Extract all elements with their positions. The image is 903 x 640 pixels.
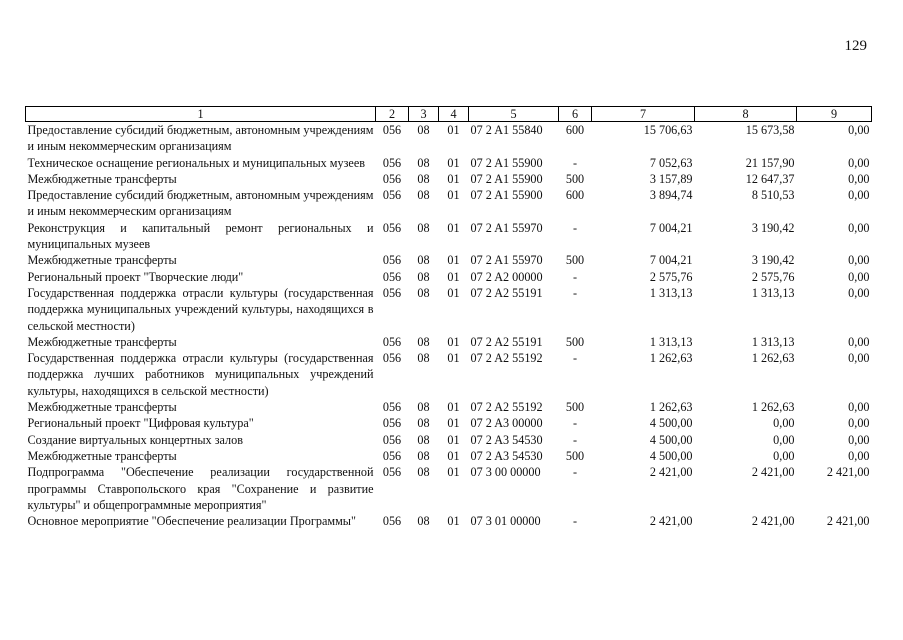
table-row xyxy=(26,252,872,268)
row-grbs: 056 xyxy=(382,514,402,529)
row-grbs: 056 xyxy=(382,334,402,349)
row-amount-1: 15 706,63 xyxy=(643,123,693,137)
row-section: 08 xyxy=(417,269,430,284)
row-subsection: 01 xyxy=(447,465,460,480)
row-amount-1: 4 500,00 xyxy=(649,448,693,463)
row-target-article: 07 2 A2 00000 xyxy=(470,269,543,284)
row-target-article: 07 2 A1 55970 xyxy=(470,220,543,235)
table-row xyxy=(26,334,872,350)
row-grbs: 056 xyxy=(382,123,402,137)
row-name: Государственная поддержка отрасли культуры (государственная поддержка муниципальных учреждений культуры, находящихся в сельской местности) xyxy=(27,285,374,333)
row-amount-1: 7 004,21 xyxy=(649,253,693,268)
row-amount-1: 7 004,21 xyxy=(649,220,693,235)
table-row xyxy=(26,513,872,529)
header-cell-6: 6 xyxy=(559,107,592,122)
row-subsection: 01 xyxy=(447,285,460,300)
row-grbs: 056 xyxy=(382,351,402,366)
header-cell-2: 2 xyxy=(376,107,409,122)
row-grbs: 056 xyxy=(382,285,402,300)
row-amount-1: 4 500,00 xyxy=(649,416,693,431)
row-target-article: 07 2 A1 55840 xyxy=(470,123,543,137)
row-section: 08 xyxy=(417,448,430,463)
page-number: 129 xyxy=(844,38,867,54)
row-section: 08 xyxy=(417,465,430,480)
row-expense-type: - xyxy=(572,220,578,235)
row-amount-3: 0,00 xyxy=(848,220,870,235)
budget-table xyxy=(25,106,872,529)
row-expense-type: - xyxy=(572,416,578,431)
row-grbs: 056 xyxy=(382,253,402,268)
row-amount-2: 1 262,63 xyxy=(751,351,795,366)
row-target-article: 07 3 01 00000 xyxy=(470,514,541,529)
table-row xyxy=(26,432,872,448)
row-subsection: 01 xyxy=(447,155,460,170)
row-expense-type: - xyxy=(572,155,578,170)
table-row xyxy=(26,448,872,464)
row-section: 08 xyxy=(417,253,430,268)
row-target-article: 07 3 00 00000 xyxy=(470,465,541,480)
table-row xyxy=(26,350,872,399)
row-amount-1: 2 421,00 xyxy=(649,465,693,480)
row-amount-2: 2 421,00 xyxy=(751,465,795,480)
row-amount-2: 0,00 xyxy=(773,448,795,463)
header-cell-7: 7 xyxy=(592,107,695,122)
row-grbs: 056 xyxy=(382,416,402,431)
row-section: 08 xyxy=(417,351,430,366)
row-name: Межбюджетные трансферты xyxy=(27,253,177,268)
row-expense-type: - xyxy=(572,269,578,284)
row-name: Межбюджетные трансферты xyxy=(27,334,177,349)
row-subsection: 01 xyxy=(447,416,460,431)
row-section: 08 xyxy=(417,334,430,349)
row-amount-2: 3 190,42 xyxy=(751,253,795,268)
row-grbs: 056 xyxy=(382,220,402,235)
table-row xyxy=(26,399,872,415)
row-subsection: 01 xyxy=(447,334,460,349)
row-amount-3: 0,00 xyxy=(848,448,870,463)
row-amount-2: 0,00 xyxy=(773,416,795,431)
table-body xyxy=(26,122,872,530)
row-amount-2: 1 313,13 xyxy=(751,334,795,349)
row-amount-3: 0,00 xyxy=(848,171,870,186)
table-row xyxy=(26,415,872,431)
row-section: 08 xyxy=(417,188,430,203)
row-target-article: 07 2 A2 55191 xyxy=(470,285,543,300)
row-subsection: 01 xyxy=(447,220,460,235)
row-amount-3: 0,00 xyxy=(848,432,870,447)
row-amount-1: 3 157,89 xyxy=(649,171,693,186)
row-name: Предоставление субсидий бюджетным, автономным учреждениям и иным некоммерческим организациям xyxy=(27,188,374,219)
row-section: 08 xyxy=(417,285,430,300)
row-target-article: 07 2 A3 54530 xyxy=(470,448,543,463)
row-section: 08 xyxy=(417,400,430,415)
row-name: Межбюджетные трансферты xyxy=(27,400,177,415)
row-section: 08 xyxy=(417,514,430,529)
row-amount-2: 2 421,00 xyxy=(751,514,795,529)
row-name: Предоставление субсидий бюджетным, автономным учреждениям и иным некоммерческим организациям xyxy=(27,123,374,154)
row-subsection: 01 xyxy=(447,123,460,137)
row-amount-3: 2 421,00 xyxy=(826,514,870,529)
header-cell-5: 5 xyxy=(469,107,559,122)
row-expense-type: 500 xyxy=(565,253,585,268)
row-amount-1: 2 575,76 xyxy=(649,269,693,284)
table-row xyxy=(26,220,872,253)
row-amount-1: 4 500,00 xyxy=(649,432,693,447)
table-row xyxy=(26,285,872,334)
row-amount-2: 12 647,37 xyxy=(745,171,795,186)
header-row xyxy=(26,107,872,122)
row-target-article: 07 2 A2 55191 xyxy=(470,334,543,349)
row-name: Подпрограмма "Обеспечение реализации государственной программы Ставропольского края "Сохранение и развитие культуры" и общепрограммные мероприятия" xyxy=(27,465,374,512)
row-expense-type: 500 xyxy=(565,171,585,186)
header-cell-9: 9 xyxy=(797,107,872,122)
row-amount-3: 0,00 xyxy=(848,400,870,415)
header-cell-4: 4 xyxy=(439,107,469,122)
row-amount-2: 0,00 xyxy=(773,432,795,447)
row-grbs: 056 xyxy=(382,171,402,186)
row-subsection: 01 xyxy=(447,269,460,284)
row-target-article: 07 2 A1 55900 xyxy=(470,171,543,186)
row-amount-1: 1 313,13 xyxy=(649,285,693,300)
row-section: 08 xyxy=(417,416,430,431)
row-target-article: 07 2 A3 54530 xyxy=(470,432,543,447)
row-amount-3: 0,00 xyxy=(848,253,870,268)
row-amount-3: 0,00 xyxy=(848,269,870,284)
row-name: Региональный проект "Творческие люди" xyxy=(27,269,244,284)
row-amount-3: 0,00 xyxy=(848,123,870,137)
row-section: 08 xyxy=(417,155,430,170)
row-amount-1: 7 052,63 xyxy=(649,155,693,170)
header-cell-8: 8 xyxy=(695,107,797,122)
table-row xyxy=(26,187,872,220)
row-subsection: 01 xyxy=(447,253,460,268)
row-target-article: 07 2 A2 55192 xyxy=(470,351,543,366)
header-cell-3: 3 xyxy=(409,107,439,122)
table-row xyxy=(26,171,872,187)
row-subsection: 01 xyxy=(447,448,460,463)
table-row xyxy=(26,269,872,285)
row-target-article: 07 2 A1 55900 xyxy=(470,188,543,203)
row-subsection: 01 xyxy=(447,351,460,366)
row-amount-2: 8 510,53 xyxy=(751,188,795,203)
row-amount-2: 15 673,58 xyxy=(745,123,795,137)
row-name: Техническое оснащение региональных и муниципальных музеев xyxy=(27,155,365,170)
row-amount-3: 0,00 xyxy=(848,351,870,366)
row-amount-1: 3 894,74 xyxy=(649,188,693,203)
row-amount-2: 3 190,42 xyxy=(751,220,795,235)
row-section: 08 xyxy=(417,123,430,137)
row-amount-1: 2 421,00 xyxy=(649,514,693,529)
row-expense-type: - xyxy=(572,285,578,300)
row-name: Межбюджетные трансферты xyxy=(27,448,177,463)
row-section: 08 xyxy=(417,171,430,186)
row-amount-1: 1 262,63 xyxy=(649,400,693,415)
row-name: Межбюджетные трансферты xyxy=(27,171,177,186)
table-row xyxy=(26,155,872,171)
row-name: Государственная поддержка отрасли культуры (государственная поддержка лучших работников муниципальных учреждений культуры, находящихся в сельской местности) xyxy=(27,351,374,398)
row-amount-3: 0,00 xyxy=(848,155,870,170)
row-expense-type: - xyxy=(572,351,578,366)
row-expense-type: 500 xyxy=(565,400,585,415)
row-target-article: 07 2 A1 55970 xyxy=(470,253,543,268)
table-row xyxy=(26,464,872,513)
row-grbs: 056 xyxy=(382,400,402,415)
row-expense-type: - xyxy=(572,465,578,480)
row-target-article: 07 2 A3 00000 xyxy=(470,416,543,431)
row-grbs: 056 xyxy=(382,155,402,170)
row-amount-3: 0,00 xyxy=(848,285,870,300)
row-amount-2: 1 313,13 xyxy=(751,285,795,300)
row-target-article: 07 2 A1 55900 xyxy=(470,155,543,170)
row-expense-type: 500 xyxy=(565,448,585,463)
table-row xyxy=(26,122,872,155)
table-header xyxy=(26,107,872,122)
row-amount-2: 21 157,90 xyxy=(745,155,795,170)
row-expense-type: 600 xyxy=(565,188,585,203)
row-grbs: 056 xyxy=(382,432,402,447)
row-subsection: 01 xyxy=(447,188,460,203)
row-expense-type: - xyxy=(572,514,578,529)
row-subsection: 01 xyxy=(447,432,460,447)
row-grbs: 056 xyxy=(382,188,402,203)
header-cell-1: 1 xyxy=(26,107,376,122)
row-expense-type: 600 xyxy=(565,123,585,137)
row-expense-type: - xyxy=(572,432,578,447)
row-section: 08 xyxy=(417,432,430,447)
row-grbs: 056 xyxy=(382,465,402,480)
row-subsection: 01 xyxy=(447,400,460,415)
row-amount-3: 0,00 xyxy=(848,334,870,349)
row-amount-2: 1 262,63 xyxy=(751,400,795,415)
row-subsection: 01 xyxy=(447,514,460,529)
row-amount-3: 0,00 xyxy=(848,188,870,203)
row-amount-2: 2 575,76 xyxy=(751,269,795,284)
row-target-article: 07 2 A2 55192 xyxy=(470,400,543,415)
row-amount-3: 2 421,00 xyxy=(826,465,870,480)
row-grbs: 056 xyxy=(382,448,402,463)
row-amount-1: 1 262,63 xyxy=(649,351,693,366)
row-amount-1: 1 313,13 xyxy=(649,334,693,349)
row-name: Основное мероприятие "Обеспечение реализации Программы" xyxy=(27,514,356,529)
row-name: Реконструкция и капитальный ремонт региональных и муниципальных музеев xyxy=(27,220,374,252)
row-grbs: 056 xyxy=(382,269,402,284)
row-expense-type: 500 xyxy=(565,334,585,349)
row-amount-3: 0,00 xyxy=(848,416,870,431)
row-name: Региональный проект "Цифровая культура" xyxy=(27,416,254,431)
row-section: 08 xyxy=(417,220,430,235)
row-name: Создание виртуальных концертных залов xyxy=(27,432,243,447)
row-subsection: 01 xyxy=(447,171,460,186)
